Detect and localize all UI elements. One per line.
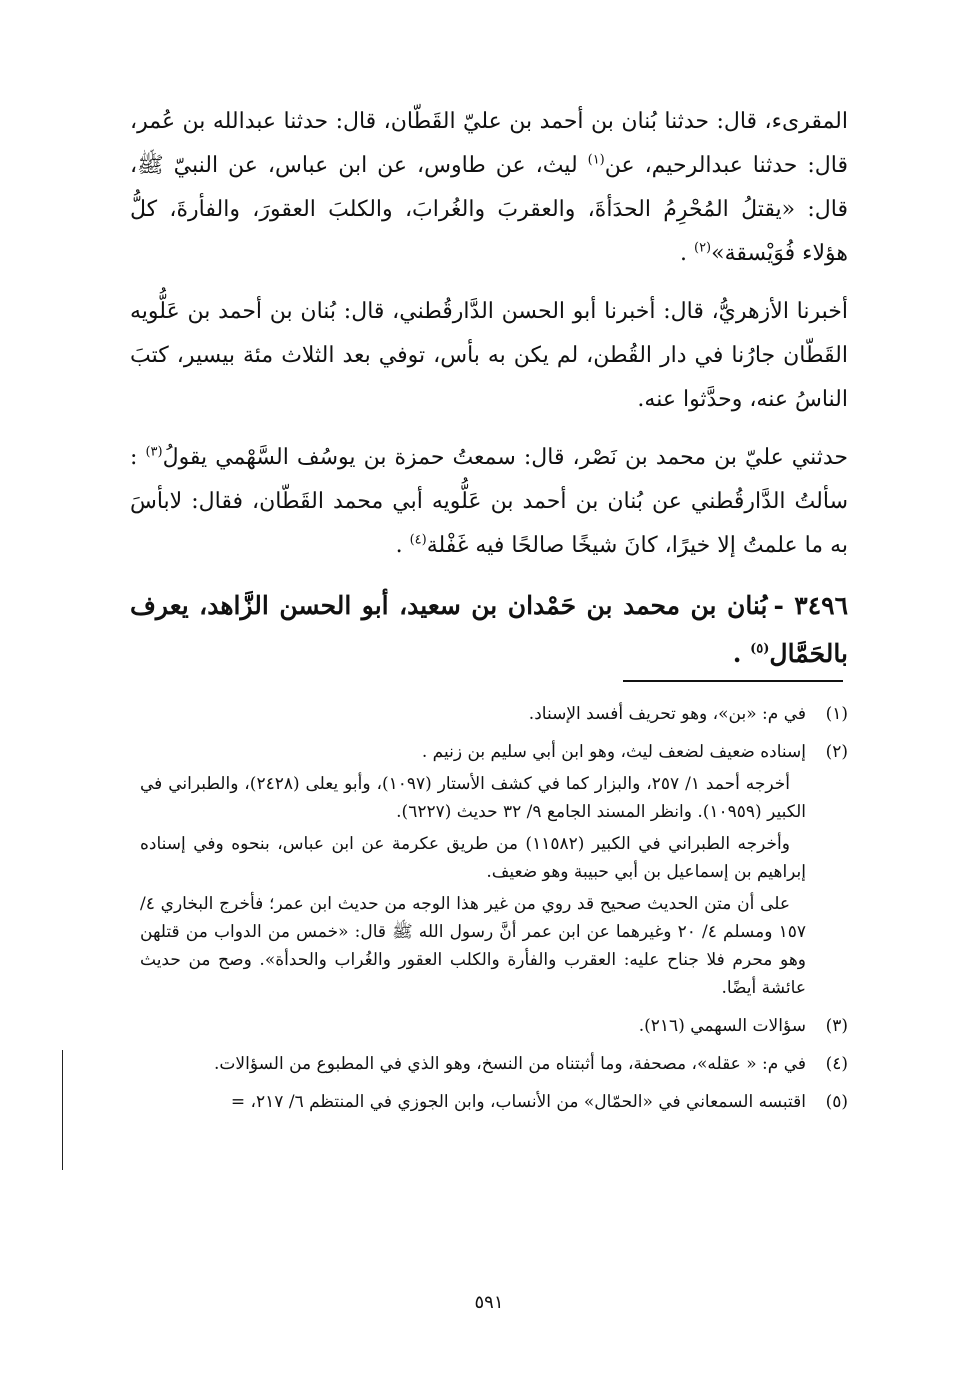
footnote-1 xyxy=(140,700,848,732)
paragraph-3-text-b: : سألتُ الدَّارقُطني عن بُنان بن أحمد بن عَلُّويه أبي محمد القَطّان، فقال: لابأسَ به ما علمتُ إلا خيرًا، كانَ شيخًا صالحًا فيه غَفْلة xyxy=(130,445,848,558)
footnote-4 xyxy=(140,1050,848,1082)
footnote-separator xyxy=(623,680,843,682)
footnote-text: اقتبسه السمعاني في «الحمّال» من الأنساب، وابن الجوزي في المنتظم ٦/ ٢١٧، = xyxy=(230,1092,806,1112)
footnote-2 xyxy=(140,738,848,1006)
entry-number: ٣٤٩٦ - xyxy=(773,591,848,620)
footnote-ref-2[interactable]: (٢) xyxy=(693,240,712,256)
footnote-ref-3[interactable]: (٣) xyxy=(145,444,163,460)
entry-title: بُنان بن محمد بن حَمْدان بن سعيد، أبو الحسن الزَّاهد، يعرف بالحَمَّال xyxy=(130,591,848,668)
margin-rule xyxy=(62,1050,63,1170)
page-number: ٥٩١ xyxy=(474,1292,504,1313)
footnote-number: (٣) xyxy=(825,1016,848,1036)
entry-end: . xyxy=(732,639,751,668)
footnote-text: سؤالات السهمي (٢١٦). xyxy=(638,1016,806,1036)
footnote-number: (٤) xyxy=(825,1054,848,1074)
paragraph-1-text-a: المقرىء، قال: حدثنا بُنان بن أحمد بن عليّ القَطّان، قال: حدثنا عبدالله بن عُمر، قال: حدثنا عبدالرحيم، عن xyxy=(130,109,848,178)
footnote-text: إسناده ضعيف لضعف ليث، وهو ابن أبي سليم بن زنيم . xyxy=(421,742,806,762)
footnote-5 xyxy=(140,1088,848,1120)
main-text xyxy=(130,100,848,678)
footnote-text: على أن متن الحديث صحيح قد روي من غير هذا الوجه من حديث ابن عمر؛ فأخرج البخاري ٤/ ١٥٧ ومسلم ٤/ ٢٠ وغيرهما عن ابن عمر أنَّ رسول الله ﷺ قال: «خمس من الدواب من قتلهن وهو محرم فلا جناح عليه: العقرب والفأرة والكلب العقور والغُراب والحدأة». وصح من حديث عائشة أيضًا. xyxy=(140,894,807,998)
footnote-text: في م: «بن»، وهو تحريف أفسد الإسناد. xyxy=(528,704,806,724)
footnote-text: أخرجه أحمد ١/ ٢٥٧، والبزار كما في كشف الأستار (١٠٩٧)، وأبو يعلى (٢٤٢٨)، والطبراني في الكبير (١٠٩٥٩). وانظر المسند الجامع ٩/ ٣٢ حديث (٦٢٢٧). xyxy=(140,774,806,822)
footnote-number: (١) xyxy=(825,704,848,724)
footnote-3 xyxy=(140,1012,848,1044)
paragraph-3-text-c: . xyxy=(395,533,410,558)
paragraph-1 xyxy=(130,100,848,276)
footnote-ref-5[interactable]: (٥) xyxy=(750,641,770,657)
footnote-number: (٥) xyxy=(825,1092,848,1112)
footnote-ref-4[interactable]: (٤) xyxy=(409,532,427,548)
paragraph-3 xyxy=(130,436,848,568)
paragraph-2: أخبرنا الأزهريُّ، قال: أخبرنا أبو الحسن الدَّارقُطني، قال: بُنان بن أحمد بن عَلُّويه القَطّان جارُنا في دار القُطن، لم يكن به بأس، توفي بعد الثلاث مئة بيسير، كتبَ الناسُ عنه، وحدَّثوا عنه. xyxy=(130,299,848,412)
footnote-ref-1[interactable]: (١) xyxy=(587,152,605,168)
biography-entry-heading xyxy=(130,582,848,678)
paragraph-3-text-a: حدثني عليّ بن محمد بن نَصْر، قال: سمعتُ حمزة بن يوسُف السَّهْمي يقولُ xyxy=(162,445,848,470)
footnote-number: (٢) xyxy=(825,742,848,762)
footnote-text: وأخرجه الطبراني في الكبير (١١٥٨٢) من طريق عكرمة عن ابن عباس، بنحوه وفي إسناده إبراهيم بن إسماعيل بن أبي حبيبة وهو ضعيف. xyxy=(140,834,806,882)
paragraph-1-text-b: ليث، عن طاوس، عن ابن عباس، عن النبيّ ﷺ، قال: «يقتلُ المُحْرِمُ الحدَأةَ، والعقربَ والغُرابَ، والكلبَ العقورَ، والفأرةَ، كلُّ هؤلاء فُوَيْسقة» xyxy=(130,153,848,266)
footnote-text: في م: « عقله»، مصحفة، وما أثبتناه من النسخ، وهو الذي في المطبوع من السؤالات. xyxy=(214,1054,806,1074)
footnotes-section xyxy=(140,700,848,1126)
paragraph-1-text-c: . xyxy=(679,241,694,266)
